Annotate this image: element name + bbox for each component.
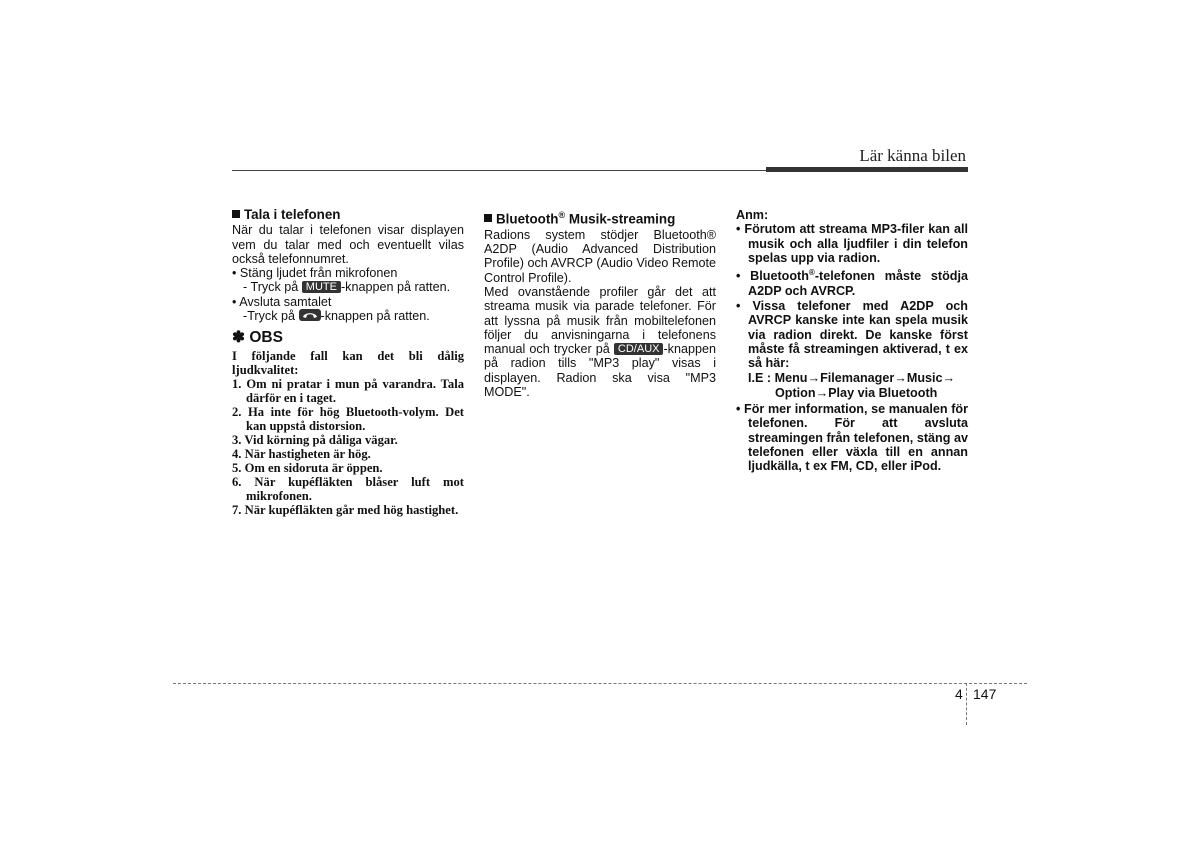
cd-aux-button-badge: CD/AUX <box>614 343 664 355</box>
anm-list <box>736 222 968 370</box>
section-heading-tala: Tala i telefonen <box>232 208 464 222</box>
example-path-line-2: Option→Play via Bluetooth <box>775 385 938 400</box>
anm-list-2 <box>736 402 968 473</box>
list-item: 5. Om en sidoruta är öppen. <box>232 460 383 475</box>
bluetooth-paragraph-2: Med ovanstående profiler går det att streama musik via parade telefoner. För att lyssna på musik från mobiltelefonen följer du anvisningarna i telefonens manual och trycker på CD/AUX -knappen på radion tills "MP3 play" visas i displayen. Radion ska visa "MP3 MODE". <box>484 284 716 400</box>
obs-intro: I följande fall kan det bli dålig ljudkvalitet: <box>232 348 464 377</box>
mute-button-badge: MUTE <box>302 281 341 293</box>
list-item: • Förutom att streama MP3-filer kan all musik och alla ljudfiler i din telefon spelas upp via radion. <box>736 222 968 265</box>
section-heading-bluetooth: Bluetooth® Musik-streaming <box>484 208 716 227</box>
example-path-line-1: I.E : Menu→Filemanager→Music→ <box>748 371 956 386</box>
anm-heading: Anm: <box>736 208 769 222</box>
list-item: • Bluetooth®-telefonen måste stödja A2DP och AVRCP. <box>736 268 968 298</box>
obs-list <box>232 377 464 517</box>
column-tala-i-telefonen <box>232 208 464 517</box>
column-anm <box>736 208 968 475</box>
asterisk-icon: ✽ <box>232 329 245 347</box>
column-bluetooth-streaming <box>484 208 716 399</box>
bluetooth-paragraph-1: Radions system stödjer Bluetooth® A2DP (Audio Advanced Distribution Profile) och AVRCP (Audio Video Remote Control Profile). <box>484 227 716 285</box>
list-item: 6. När kupéfläkten blåser luft mot mikrofonen. <box>232 474 464 503</box>
list-item: • För mer information, se manualen för telefonen. För att avsluta streamingen från telefonen, stäng av telefonen eller växla till en annan ljudkälla, t ex FM, CD, eller iPod. <box>736 402 968 474</box>
header-rule-accent <box>766 167 968 172</box>
footer-rule <box>173 683 1027 684</box>
list-item: 1. Om ni pratar i mun på varandra. Tala därför en i taget. <box>232 376 464 405</box>
hang-up-phone-icon <box>299 309 321 321</box>
list-item: 4. När hastigheten är hög. <box>232 446 371 461</box>
list-item: 7. När kupéfläkten går med hög hastighet. <box>232 502 459 517</box>
chapter-number: 4 <box>955 686 963 702</box>
tala-intro: När du talar i telefonen visar displayen vem du talar med och eventuellt vilas också telefonnumret. <box>232 223 464 266</box>
page-header-title: Lär känna bilen <box>859 146 966 165</box>
list-item: 3. Vid körning på dåliga vägar. <box>232 432 398 447</box>
end-call-item: • Avsluta samtalet <box>232 294 332 309</box>
square-bullet-icon <box>484 214 492 222</box>
mute-item: • Stäng ljudet från mikrofonen <box>232 266 398 281</box>
list-item: 2. Ha inte för hög Bluetooth-volym. Det kan uppstå distorsion. <box>232 404 464 433</box>
obs-heading: ✽ OBS <box>232 329 283 347</box>
end-call-instruction: -Tryck på -knappen på ratten. <box>243 309 430 324</box>
mute-instruction: - Tryck på MUTE -knappen på ratten. <box>243 280 451 295</box>
list-item: • Vissa telefoner med A2DP och AVRCP kanske inte kan spela musik via radion direkt. De kanske först måste få streamingen aktiverad, t ex så här: <box>736 298 968 371</box>
page-number: 147 <box>973 686 997 702</box>
square-bullet-icon <box>232 210 240 218</box>
footer-divider <box>966 683 967 725</box>
